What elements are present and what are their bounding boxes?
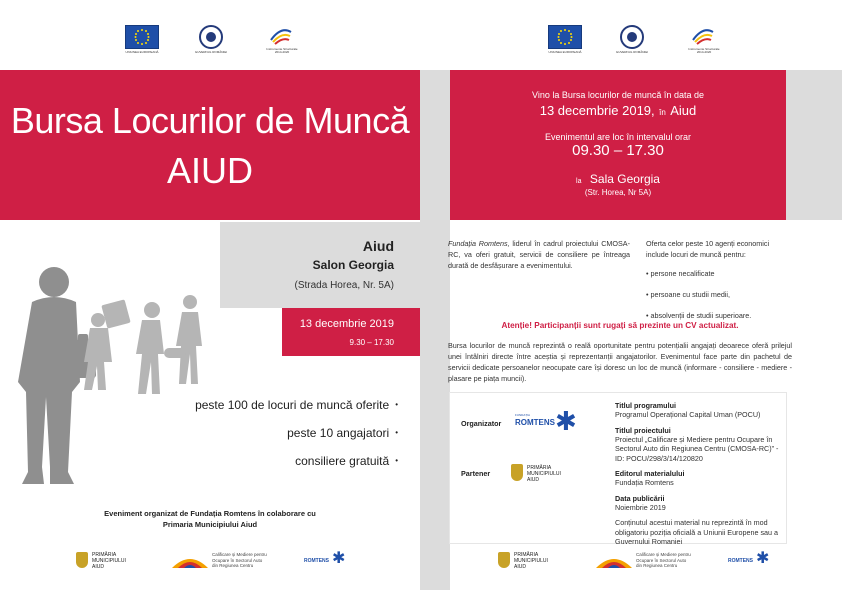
romtens-footer-text: ROMTENS — [304, 558, 329, 564]
gov-caption: GUVERNUL ROMÂNIEI — [194, 50, 228, 54]
gov-caption: GUVERNUL ROMÂNIEI — [615, 50, 649, 54]
government-seal-icon — [620, 25, 644, 49]
bullet-dot-icon: • — [395, 400, 398, 409]
offer-bullet-employers: peste 10 angajatori • — [287, 426, 398, 440]
venue-line: la Sala Georgia — [576, 172, 660, 186]
eu-flag-icon — [125, 25, 159, 49]
romtens-name: ROMTENS — [515, 418, 555, 427]
aiud-crest-icon — [498, 552, 510, 568]
structural-instruments-icon — [690, 24, 716, 46]
info-value: Programul Operațional Capital Uman (POCU) — [615, 410, 761, 419]
offer-item: • persoane cu studii medii, — [646, 290, 792, 299]
cmosa-logo-icon — [594, 552, 634, 570]
cmosa-footer-text: Calificare și Mediere pentru Ocupare în Sectorul Auto din Regiunea Centru — [636, 552, 691, 568]
bullet-dot-icon: • — [395, 456, 398, 465]
ins-caption: Instrumente Structurale 2014-2020 — [266, 47, 298, 54]
primaria-footer-text: PRIMĂRIA MUNICIPIULUI AIUD — [514, 552, 548, 570]
description-paragraph: Bursa locurilor de muncă reprezintă o reală oportunitate pentru potențialii angajați deoarece oferă prilejul unei întâlniri directe între aceștia și reprezentanții angajatorilor. Evenimentul face parte din pachetul de servicii dedicate persoanelor neocupate care își doresc un loc de muncă (informare - consiliere - mediere - plasare pe piața muncii). — [448, 341, 792, 383]
left-title-block — [0, 70, 420, 220]
romtens-figure-icon: ✱ — [555, 406, 577, 436]
interval-time: 09.30 – 17.30 — [572, 142, 664, 159]
invite-block — [450, 70, 786, 220]
organizer-label: Organizator — [461, 419, 502, 428]
event-title: Bursa Locurilor de Muncă — [10, 100, 410, 141]
cmosa-footer-text: Calificare și Mediere pentru Ocupare în Sectorul Auto din Regiunea Centru — [212, 552, 267, 568]
ins-caption: Instrumente Structurale 2014-2020 — [688, 47, 720, 54]
location-panel — [220, 222, 420, 308]
eu-flag-icon — [548, 25, 582, 49]
info-label: Titlul proiectului — [615, 425, 671, 435]
event-date: 13 decembrie 2019 — [299, 318, 394, 330]
romtens-figure-icon: ✱ — [332, 550, 346, 567]
location-address: (Strada Horea, Nr. 5A) — [294, 280, 394, 291]
disclaimer: Conținutul acestui material nu reprezintă în mod obligatoriu poziția oficială a Uniunii Europene sau a Guvernului Romaniei — [615, 518, 779, 546]
info-label: Titlul programului — [615, 401, 676, 410]
partner-name: PRIMĂRIA MUNICIPIULUI AIUD — [527, 465, 561, 483]
info-label: Editorul materialului — [615, 469, 685, 478]
partner-label: Partener — [461, 469, 491, 478]
venue-address: (Str. Horea, Nr 5A) — [584, 188, 652, 197]
offer-bullet-jobs: peste 100 de locuri de muncă oferite • — [195, 398, 398, 412]
right-gray-strip — [420, 70, 450, 590]
header-logos-right — [545, 20, 745, 56]
info-value: Noiembrie 2019 — [615, 502, 666, 512]
info-value: Proiectul „Calificare și Mediere pentru Ocupare în Sectorul Auto din Regiunea Centru (CMOSA-RC)” - ID: POCU/298/3/14/120820 — [615, 434, 779, 463]
location-venue: Salon Georgia — [312, 258, 394, 272]
invite-date-line: 13 decembrie 2019, în Aiud — [539, 103, 697, 118]
invite-line: Vino la Bursa locurilor de muncă în data de — [532, 90, 704, 100]
government-seal-icon — [199, 25, 223, 49]
offer-bullet-counseling: consiliere gratuită • — [295, 454, 398, 468]
offer-intro: Oferta celor peste 10 agenți economici include locuri de muncă pentru: — [646, 239, 770, 259]
structural-instruments-icon — [268, 24, 294, 46]
intro-left-text: Fundația Romtens, liderul în cadrul proiectului CMOSA-RC, va oferi gratuit, servicii de consiliere pe întreaga durată de desfășurare a evenimentului. — [448, 239, 630, 270]
footer-logos-right — [496, 550, 786, 576]
event-city-title: AIUD — [166, 150, 253, 191]
romtens-figure-icon: ✱ — [756, 550, 770, 567]
footer-logos-left — [70, 550, 360, 576]
info-value: Fundația Romtens — [615, 478, 674, 487]
interval-label: Evenimentul are loc în intervalul orar — [544, 132, 692, 142]
event-time: 9.30 – 17.30 — [349, 338, 394, 347]
attention-note: Atenție! Participanții sunt rugați să prezinte un CV actualizat. — [501, 321, 739, 330]
offer-item: • absolvenții de studii superioare. — [646, 311, 792, 320]
eu-caption: UNIUNEA EUROPEANĂ — [548, 50, 582, 54]
organized-by-text: Eveniment organizat de Fundația Romtens în colaborare cu Primaria Municipiului Aiud — [104, 509, 316, 529]
aiud-crest-icon — [511, 464, 523, 481]
romtens-logo — [513, 408, 583, 438]
location-city: Aiud — [362, 238, 394, 254]
bullet-dot-icon: • — [395, 428, 398, 437]
romtens-small-text: FUNDAȚIA — [515, 413, 530, 417]
right-gray-top — [786, 70, 842, 220]
primaria-footer-text: PRIMĂRIA MUNICIPIULUI AIUD — [92, 552, 126, 570]
info-label: Data publicării — [615, 493, 665, 503]
eu-caption: UNIUNEA EUROPEANĂ — [125, 50, 159, 54]
date-panel — [282, 308, 420, 356]
offer-item: • persone necalificate — [646, 269, 792, 278]
aiud-crest-icon — [76, 552, 88, 568]
offer-column — [646, 238, 792, 320]
romtens-footer-text: ROMTENS — [728, 558, 753, 564]
header-logos-left — [120, 20, 320, 56]
project-info-column — [615, 401, 785, 547]
cmosa-logo-icon — [170, 552, 210, 570]
